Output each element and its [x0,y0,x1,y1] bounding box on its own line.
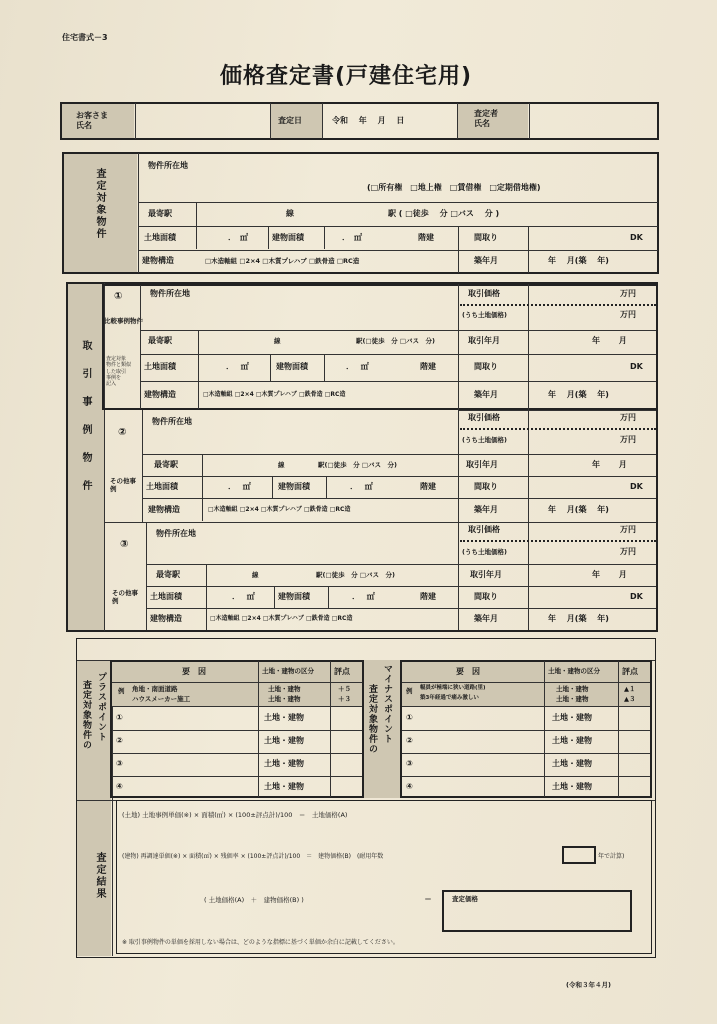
case-3-price-label: 取引価格 [468,525,500,534]
result-side-label: 査定結果 [94,852,105,900]
subject-land-area-label: 土地面積 [144,233,176,242]
form-code: 住宅書式－3 [62,33,108,42]
result-note: ※ 取引事例物件の単価を採用しない場合は、どのような指標に基づく単価か余白に記載してください。 [122,939,399,946]
date-value: 令和 年 月 日 [332,116,405,125]
subject-station-label: 最寄駅 [148,209,172,218]
page-title: 価格査定書(戸建住宅用) [220,64,473,89]
date-label: 査定日 [278,116,302,125]
footer-date: (令和３年４月) [566,981,611,989]
customer-label: お客さま 氏名 [76,111,108,131]
assessor-label: 査定者 氏名 [474,109,498,129]
subject-rights: (□所有権 □地上権 □賃借権 □定期借地権) [367,183,541,192]
assessed-price-label: 査定価格 [452,895,478,903]
useful-life-input[interactable] [562,846,596,864]
subject-structure-label: 建物構造 [142,256,174,265]
land-formula: (土地) 土地事例単価(※) × 面積(㎡) × (100±評点計)/100 ＝ 土地価格(A) [122,811,348,819]
subject-station-value: 駅 ( □徒歩 分 □バス 分 ) [388,209,500,218]
subject-layout-label: 間取り [474,233,498,242]
subject-location-label: 物件所在地 [148,161,188,170]
subject-bldg-area-label: 建物面積 [272,233,304,242]
building-formula: (建物) 再調達単価(※) × 面積(㎡) × 残価率 × (100±評点計)/100 ＝ 建物価格(B) (耐用年数 [122,853,384,860]
subject-structure-options: □木造軸組 □2×4 □木質プレハブ □鉄骨造 □RC造 [205,257,360,265]
document-page: 住宅書式－3 価格査定書(戸建住宅用) お客さま 氏名 査定日 令和 年 月 日 査定者 氏名 査定対象物件 物件所在地 (□所有権 □地上権 □賃借権 □定期借地権) 最寄駅 線 駅 ( □徒歩 分 □バス 分 ) 土地面積 ． ㎡ 建物面積 ． ㎡ 階建 間取り DK 建物構造 □木造軸組 □2×4 □木質プレハブ □鉄骨造 □RC造 築年月 年 月(築 年) 取引事例物件 ① 比較事例物件 査定対象 物件と類似 した取引 事例を 記入 物件所在地 最寄駅 線 駅(□徒歩 分 □バス 分) 土地面積 ． ㎡ 建物面積 ． ㎡ 階建 建物構造 □木造軸組 □2×4 □木質プレハブ □鉄骨造 □RC造 取引価格 万円 (うち土地価格) 万円 取引年月 年 月 間取り DK 築年月 年 月(築 年) ② その他事例 物件所在地 最寄駅 線 駅(□徒歩 分 □バス 分) 土地面積 ． ㎡ 建物面積 ． ㎡ 階建 建物構造 □木造軸組 □2×4 □木質プレハブ □鉄骨造 □RC造 取引価格 万円 (うち土地価格) 万円 取引年月 年 月 間取り DK 築年月 年 月(築 年) ③ その他事例 物件所在地 最寄駅 線 駅(□徒歩 分 □バス 分) 土地面積 ． ㎡ 建物面積 ． ㎡ 階建 建物構造 □木造軸組 □2×4 □木質プレハブ □鉄骨造 □RC造 取引価格 万円 (うち土地価格) 万円 取引年月 年 月 間取り DK 築年月 年 月(築 年) 査定対象物件の プラスポイント 要 因 土地・建物の区分 評点 例 角地・南面道路 ハウスメーカー施工 土地・建物 土地・建物 ＋５ ＋３ ① ② ③ ④ 土地・建物 土地・建物 土地・建物 土地・建物 査定対象物件の マイナスポイント 要 因 土地・建物の区分 評点 例 幅員が極端に狭い道路(里) 築3年経過で痛み激しい 土地・建物 土地・建物 ▲１ ▲３ ① ② ③ ④ 土地・建物 土地・建物 土地・建物 土地・建物 査定結果 (土地) 土地事例単価(※) × 面積(㎡) × (100±評点計)/100 ＝ 土地価格(A) (建物) 再調達単価(※) × 面積(㎡) × 残価率 × (100±評点計)/100 ＝ 建物価格(B) (耐用年数 年で計算) ( 土地価格(A) ＋ 建物価格(B) ) ＝ 査定価格 ※ 取引事例物件の単価を採用しない場合は、どのような指標に基づく単価か余白に記載してください。 (令和３年４月) [0,0,717,1024]
subject-built-label: 築年月 [474,256,498,265]
case-2-price-label: 取引価格 [468,413,500,422]
cases-side-label: 取引事例物件 [80,340,91,508]
sum-formula: ( 土地価格(A) ＋ 建物価格(B) ) [204,896,304,904]
case-1-price-label: 取引価格 [468,289,500,298]
subject-side-label: 査定対象物件 [94,168,105,240]
